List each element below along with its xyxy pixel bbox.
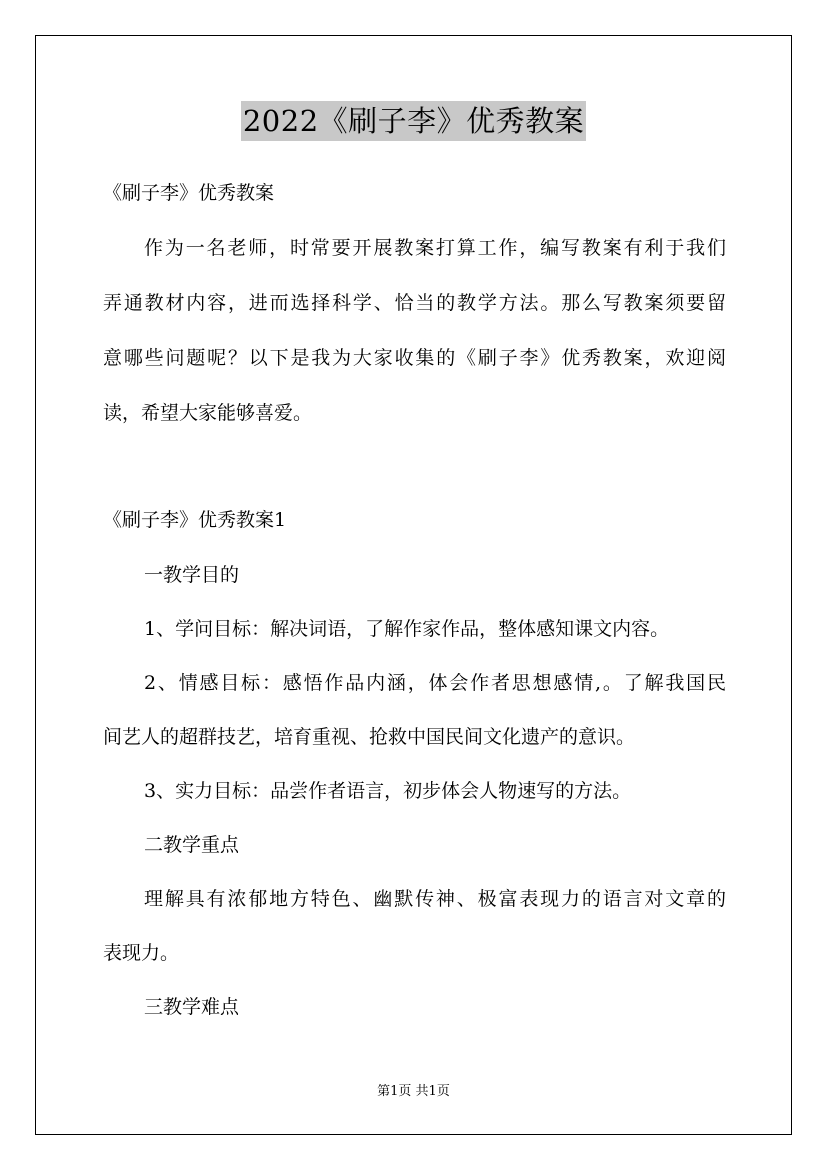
body-line: 三教学难点: [144, 996, 240, 1018]
intro-line: 弄通教材内容，进而选择科学、恰当的教学方法。那么写教案须要留: [103, 292, 726, 314]
body-line: 一教学目的: [144, 564, 240, 586]
body-line: 1、学问目标：解决词语，了解作家作品，整体感知课文内容。: [144, 618, 670, 640]
body-line: 二教学重点: [144, 834, 240, 856]
intro-line: 读，希望大家能够喜爱。: [103, 402, 313, 424]
intro-line: 作为一名老师，时常要开展教案打算工作，编写教案有利于我们: [144, 237, 726, 259]
intro-line: 意哪些问题呢？以下是我为大家收集的《刷子李》优秀教案，欢迎阅: [103, 347, 726, 369]
body-line: 3、实力目标：品尝作者语言，初步体会人物速写的方法。: [144, 780, 632, 802]
document-title: 2022《刷子李》优秀教案: [241, 101, 586, 141]
body-line: 表现力。: [103, 942, 180, 964]
section-heading: 《刷子李》优秀教案1: [103, 509, 287, 531]
document-subtitle: 《刷子李》优秀教案: [103, 182, 275, 204]
page-footer: 第1页 共1页: [377, 1084, 450, 1099]
body-line: 间艺人的超群技艺，培育重视、抢救中国民间文化遗产的意识。: [103, 726, 636, 748]
body-line: 2、情感目标：感悟作品内涵，体会作者思想感情,。了解我国民: [144, 672, 726, 694]
title-container: [0, 101, 827, 141]
body-line: 理解具有浓郁地方特色、幽默传神、极富表现力的语言对文章的: [144, 888, 726, 910]
